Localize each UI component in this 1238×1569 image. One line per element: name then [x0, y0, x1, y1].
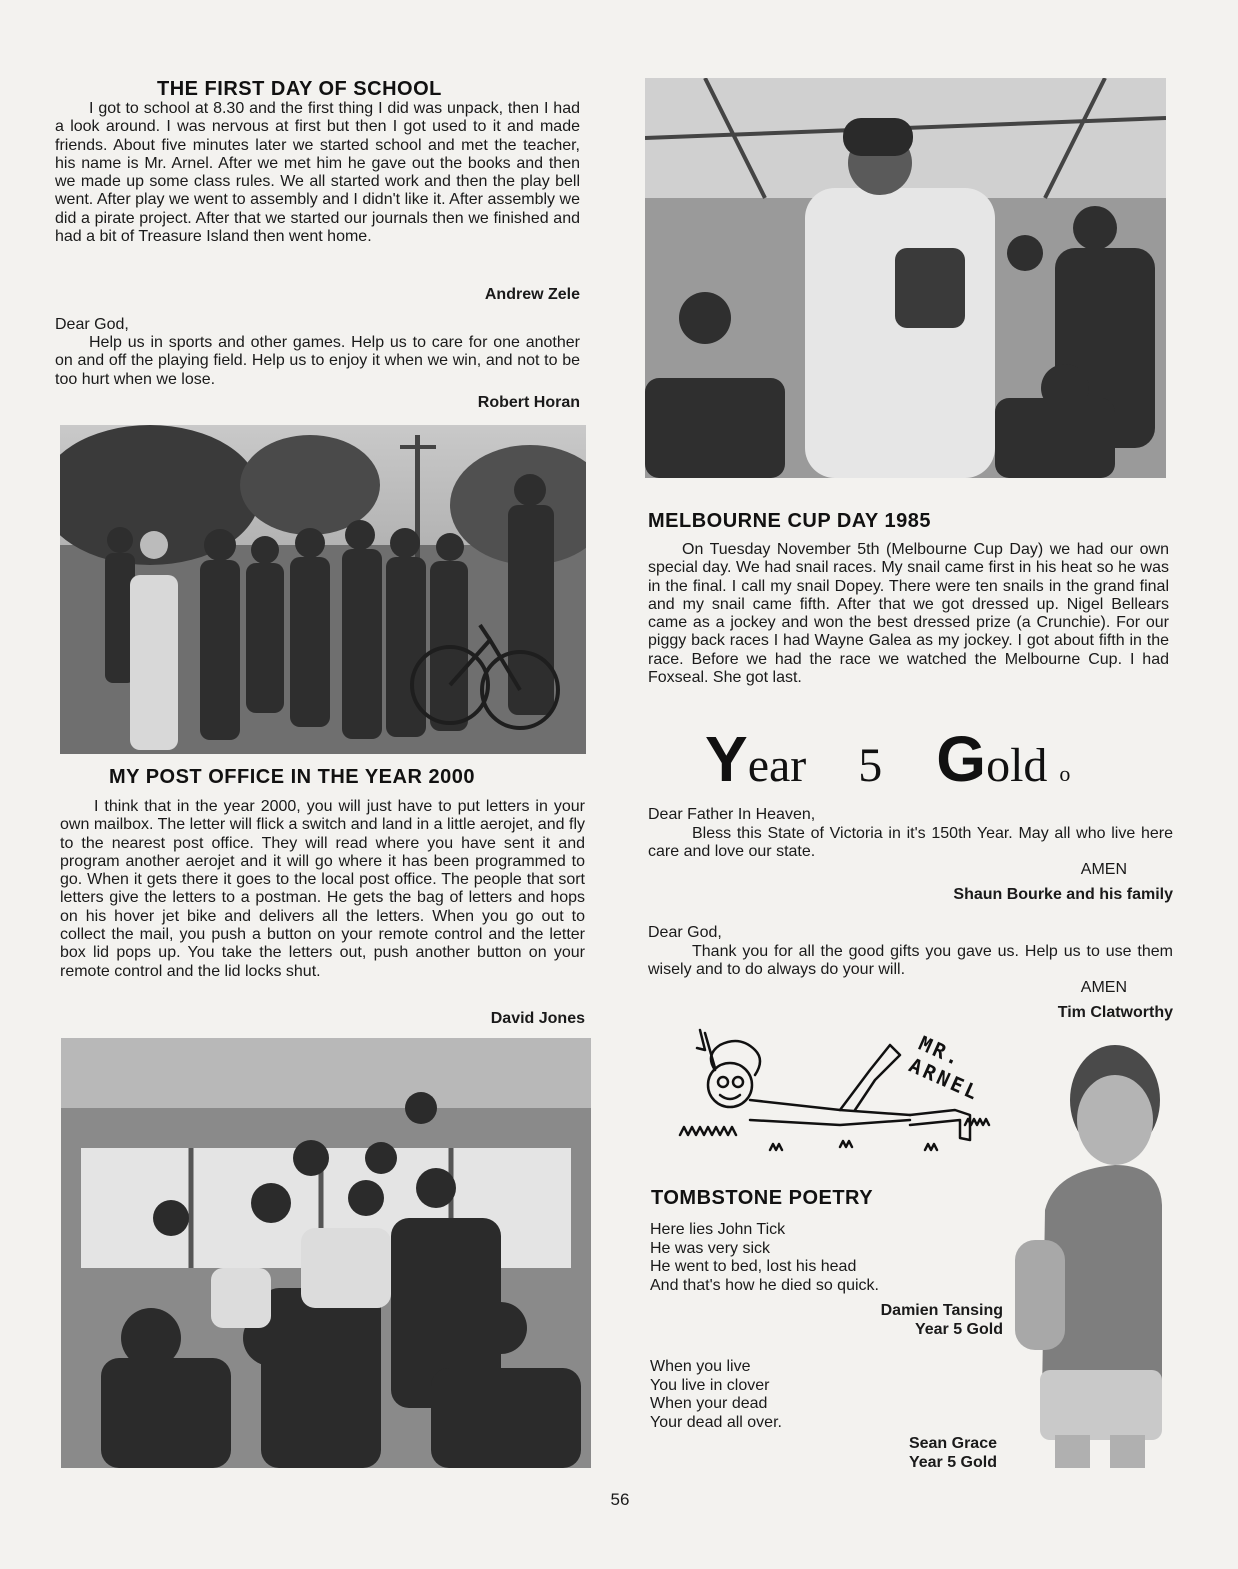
post-office-author: David Jones [490, 1010, 585, 1027]
poem-1-line: Here lies John Tick [650, 1221, 786, 1238]
first-day-body [55, 100, 580, 246]
prayer-victoria-author: Shaun Bourke and his family [953, 886, 1173, 903]
class-heading-number: 5 [858, 739, 883, 792]
tombstone-poem-1 [650, 1221, 879, 1295]
prayer-gifts-amen: AMEN [1080, 979, 1127, 996]
prayer-sports-text: Help us in sports and other games. Help us to care for one another on and off the playing field. Help us to enjoy it when we win, and not to be too hurt when we lose. [55, 334, 580, 388]
class-heading-old: old [986, 739, 1048, 792]
first-day-text: I got to school at 8.30 and the first thing I did was unpack, then I had a look around. I was nervous at first but then I got used to it and made friends. About five minutes later we started school and met the teacher, his name is Mr. Arnel. After we met him he gave out the books and then we made up some class rules. We all started work and then the play bell went. After play we went to assembly and I didn't like it. After assembly we did a pirate project. After that we started our journals then we finished and had a bit of Treasure Island then went home. [55, 100, 580, 246]
photo-park-group [60, 425, 586, 754]
melbourne-cup-body [648, 541, 1169, 687]
post-office-title: MY POST OFFICE IN THE YEAR 2000 [109, 766, 475, 788]
poem-1-line: And that's how he died so quick. [650, 1276, 879, 1294]
poem-1-class: Year 5 Gold [914, 1321, 1003, 1338]
poem-2-line: Your dead all over. [650, 1413, 782, 1431]
prayer-sports-salutation: Dear God, [55, 316, 129, 333]
melbourne-cup-title: MELBOURNE CUP DAY 1985 [648, 510, 931, 532]
page-number: 56 [610, 1490, 630, 1509]
prayer-gifts-body [648, 943, 1173, 980]
poem-2-class: Year 5 Gold [908, 1454, 997, 1471]
class-heading [705, 722, 1125, 794]
first-day-author: Andrew Zele [484, 286, 580, 303]
prayer-victoria-salutation: Dear Father In Heaven, [648, 806, 816, 823]
class-heading-y: Y [705, 723, 748, 795]
post-office-body [60, 798, 585, 981]
class-heading-g: G [936, 723, 987, 795]
class-heading-dot: o [1059, 761, 1071, 786]
first-day-title: THE FIRST DAY OF SCHOOL [157, 78, 442, 100]
drawing-caption: MR. ARNEL [905, 1031, 984, 1106]
poem-1-author: Damien Tansing [880, 1302, 1003, 1319]
prayer-victoria-amen: AMEN [1080, 861, 1127, 878]
melbourne-cup-text: On Tuesday November 5th (Melbourne Cup Day) we had our own special day. We had snail races. My snail came first in his heat so he was in the final. I call my snail Dopey. There were ten snails in the grand final and my snail came fifth. After that we got dressed up. Nigel Bellears came as a jockey and won the best dressed prize (a Crunchie). For our piggy back races I had Wayne Galea as my jockey. I got about fifth in the race. Before we had the race we watched the Melbourne Cup. I had Foxseal. She got last. [648, 541, 1169, 687]
photo-bus-kids [61, 1038, 591, 1468]
photo-bus-teacher [645, 78, 1166, 478]
poem-2-line: You live in clover [650, 1376, 770, 1394]
prayer-victoria-text: Bless this State of Victoria in it's 150th Year. May all who live here care and love our state. [648, 825, 1173, 861]
prayer-sports-author: Robert Horan [477, 394, 580, 411]
class-heading-ear: ear [747, 739, 807, 792]
poem-1-line: He was very sick [650, 1239, 771, 1257]
poem-2-line: When you live [650, 1358, 751, 1375]
tombstone-poem-2 [650, 1358, 782, 1432]
prayer-gifts-text: Thank you for all the good gifts you gave us. Help us to use them wisely and to do always do your will. [648, 943, 1173, 979]
poem-1-line: He went to bed, lost his head [650, 1258, 857, 1275]
drawing-mr-arnel [675, 1025, 1045, 1165]
tombstone-title: TOMBSTONE POETRY [651, 1187, 874, 1209]
prayer-sports-body [55, 334, 580, 389]
prayer-gifts-salutation: Dear God, [648, 924, 722, 941]
photo-boy-portrait [1015, 1040, 1162, 1468]
poem-2-author: Sean Grace [908, 1435, 997, 1452]
prayer-gifts-author: Tim Clatworthy [1057, 1004, 1173, 1021]
poem-2-line: When your dead [650, 1395, 768, 1412]
prayer-victoria-body [648, 825, 1173, 862]
post-office-text: I think that in the year 2000, you will just have to put letters in your own mailbox. The letter will flick a switch and land in a little aerojet, and fly to the nearest post office. They will read where you have sent it and program another aerojet and it will go where it has been programmed to go. When it gets there it goes to the local post office. The people that sort letters give the letters to a postman. He gets the bag of letters and hops on his hover jet bike and delivers all the letters. When you go out to collect the mail, you push a button on your remote control and the letter box lid pops up. You take the letters out, push another button on your remote control and the lid locks shut. [60, 798, 585, 980]
